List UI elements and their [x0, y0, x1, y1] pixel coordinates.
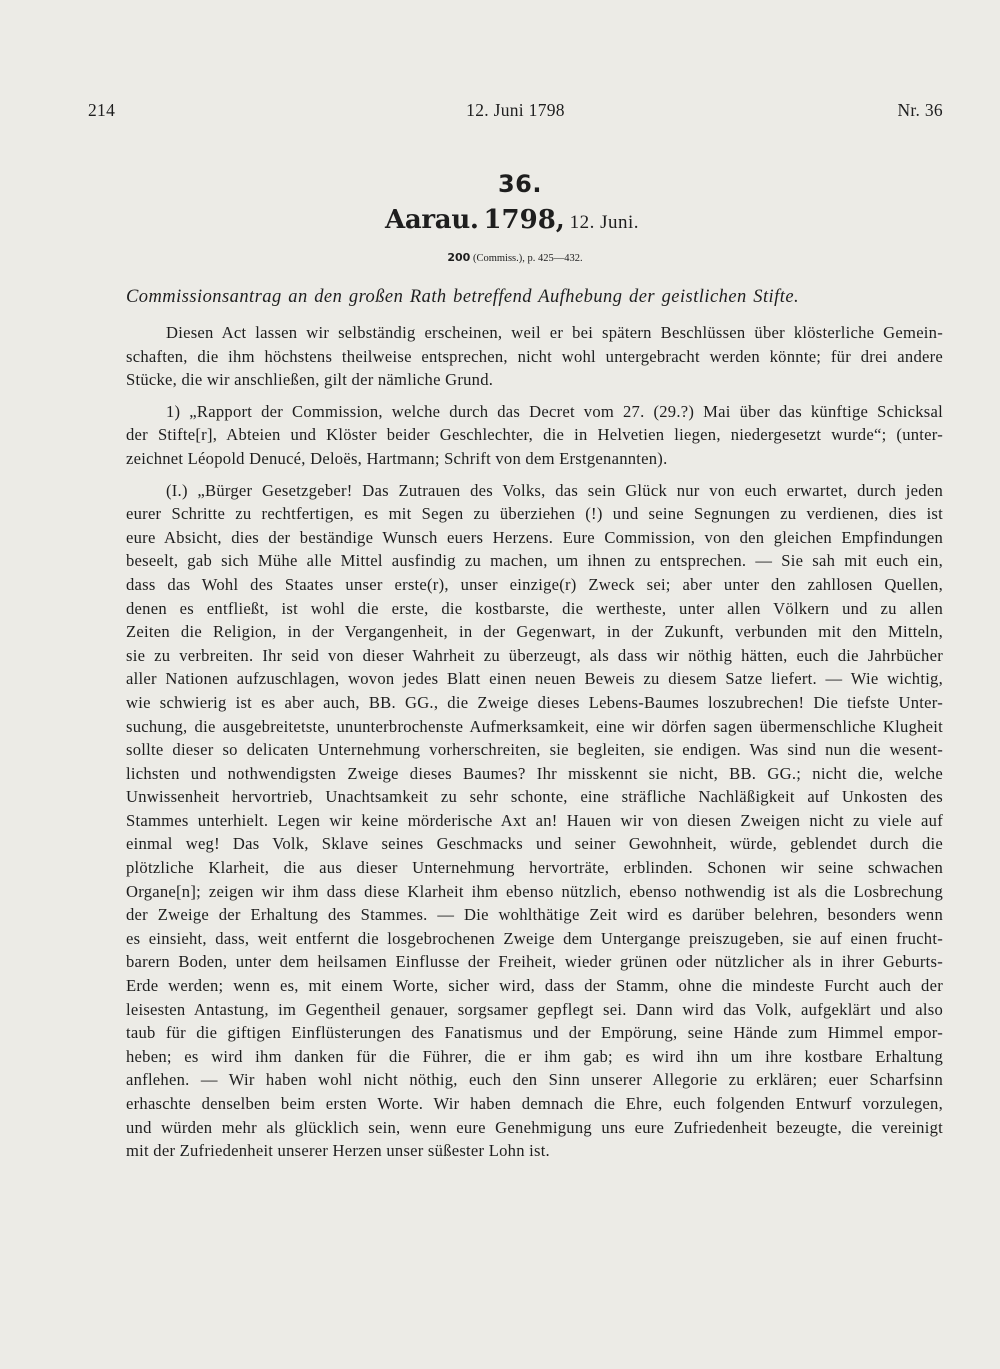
running-head-doc-ref: Nr. 36: [897, 100, 943, 120]
text-line: der Zweige der Erhaltung des Stammes. — Die wohlthätige Zeit wird es darüber belehren, besonders wenn: [126, 905, 943, 925]
text-line: es einsieht, dass, weit entfernt die losgebrochenen Zweige dem Untergange preiszugeben, sie auf einen frucht-: [126, 928, 943, 948]
text-line: taub für die giftigen Einflüsterungen des Fanatismus und der Empörung, seine Hände zum Himmel empor-: [126, 1023, 943, 1043]
text-line: aller Nationen aufzuschlagen, wovon jedes Blatt einen neuen Beweis zu diesem Satze liefert. — Wie wichtig,: [126, 669, 943, 689]
document-number: 36.: [497, 170, 542, 198]
source-detail: (Commiss.), p. 425—432.: [472, 253, 583, 264]
text-line: anflehen. — Wir haben wohl nicht nöthig, euch den Sinn unserer Allegorie zu erklären; euer Scharfsinn: [126, 1070, 943, 1090]
document-year: 1798,: [483, 205, 565, 235]
text-line: der Stifte[r], Abteien und Klöster beider Geschlechter, die in Helvetien liegen, niedergesetzt wurde“; (unter-: [126, 425, 943, 445]
text-line: erhaschte denselben beim ersten Worte. Wir haben demnach die Ehre, euch folgenden Entwurf vorzulegen,: [126, 1094, 943, 1113]
paragraph: [86, 400, 943, 471]
text-line: beseelt, gab sich Mühe alle Mittel ausfindig zu machen, um ihnen zu entsprechen. — Sie sah mit euch ein,: [126, 551, 943, 571]
page-number: 214: [88, 100, 116, 120]
text-line: denen es entfließt, ist wohl die erste, die kostbarste, die wertheste, unter allen Völkern und zu allen: [126, 598, 943, 618]
text-line: Stammes unterhielt. Legen wir keine mörderische Axt an! Hauen wir von diesen Zweigen nicht zu viele auf: [126, 810, 943, 830]
text-line: und würden mehr als glücklich sein, wenn eure Genehmigung uns eure Zufriedenheit bezeugte, die vereinigt: [126, 1117, 943, 1137]
text-line: einmal weg! Das Volk, Sklave seines Geschmacks und seiner Gewohnheit, würde, geblendet durch die: [126, 834, 943, 854]
paragraph: [86, 321, 943, 392]
text-line: heben; es wird ihm danken für die Führer, die er ihm gab; es wird ihn um ihre kostbare Erhaltung: [126, 1046, 943, 1066]
text-line: wie schwierig ist es aber auch, BB. GG., die Zweige dieses Lebens-Baumes loszubrechen! Die tiefste Unter-: [126, 692, 943, 712]
text-line: (I.) „Bürger Gesetzgeber! Das Zutrauen des Volks, das sein Glück nur von euch erwartet, durch jeden: [166, 480, 943, 500]
source-reference: [0, 251, 1000, 264]
text-line: leisesten Antastung, im Gegentheil genauer, sorgsamer gepflegt sei. Dann wird das Volk, aufgeklärt und also: [126, 999, 943, 1019]
text-line: suchung, die ausgebreitetste, ununterbrochenste Aufmerksamkeit, eine wir dörfen sagen übermenschliche Klugheit: [126, 716, 943, 736]
document-place: Aarau.: [384, 205, 479, 235]
text-line: Organe[n]; zeigen wir ihm dass diese Klarheit ihm ebenso nützlich, ebenso nothwendig ist als die Losbrechung: [126, 881, 943, 901]
running-head-date: 12. Juni 1798: [466, 100, 565, 120]
text-line: zeichnet Léopold Denucé, Deloës, Hartmann; Schrift von dem Erstgenannten).: [126, 448, 668, 468]
text-line: Erde werden; wenn es, mit einem Worte, sicher wird, dass der Stamm, ohne die mindeste Furcht auch der: [126, 976, 943, 996]
text-line: dass das Wohl des Staates unser erste(r), unser einzige(r) Zweck sei; aber unter den zahllosen Quellen,: [126, 574, 943, 594]
document-title: Commissionsantrag an den großen Rath betreffend Aufhebung der geistlichen Stifte.: [126, 287, 800, 307]
text-line: schaften, die ihm höchstens theilweise entsprechen, nicht wohl untergebracht werden könnte; für drei andere: [126, 346, 943, 366]
paragraph: [86, 479, 943, 1163]
document-body: [86, 321, 943, 1171]
text-line: eurer Schritte zu rechtfertigen, es mit Segen zu überziehen (!) und seine Segnungen zu verdienen, dies ist: [126, 504, 943, 524]
source-number: 200: [447, 251, 471, 264]
text-line: 1) „Rapport der Commission, welche durch das Decret vom 27. (29.?) Mai über das künftige Schicksal: [166, 401, 943, 421]
document-day: 12. Juni.: [569, 212, 640, 233]
text-line: Diesen Act lassen wir selbständig erscheinen, weil er bei spätern Beschlüssen über klösterliche Gemein-: [166, 323, 943, 342]
text-line: sie zu verbreiten. Ihr seid von dieser Wahrheit zu überzeugt, als dass wir nöthig hätten, euch die Jahrbücher: [126, 645, 943, 665]
text-line: sollte dieser so delicaten Unternehmung vorherschreiten, sie begleiten, sie endigen. Was sind nun die wesent-: [126, 740, 943, 760]
running-head: [88, 100, 943, 128]
text-line: barern Boden, unter dem heilsamen Einflusse der Freiheit, wieder grünen oder nützlicher als in ihrer Geburts-: [126, 952, 943, 972]
text-line: lichsten und nothwendigsten Zweige dieses Baumes? Ihr misskennt sie nicht, BB. GG.; nicht die, welche: [126, 763, 943, 783]
text-line: Zeiten die Religion, in der Vergangenheit, in der Gegenwart, in der Zukunft, verbunden mit den Mitteln,: [126, 622, 943, 642]
document-place-date: [0, 205, 1000, 235]
text-line: Unwissenheit hervortrieb, Unachtsamkeit zu sehr schonte, eine sträfliche Nachläßigkeit auf Unkosten des: [126, 787, 943, 807]
text-line: plötzliche Klarheit, die aus dieser Unternehmung hervorträte, erblinden. Schonen wir seine schwachen: [126, 858, 943, 878]
text-line: Stücke, die wir anschließen, gilt der nämliche Grund.: [126, 370, 494, 390]
text-line: mit der Zufriedenheit unserer Herzen unser süßester Lohn ist.: [126, 1141, 550, 1161]
text-line: eure Absicht, dies der beständige Wunsch euers Herzens. Eure Commission, von den gleichen Empfindungen: [126, 527, 943, 547]
